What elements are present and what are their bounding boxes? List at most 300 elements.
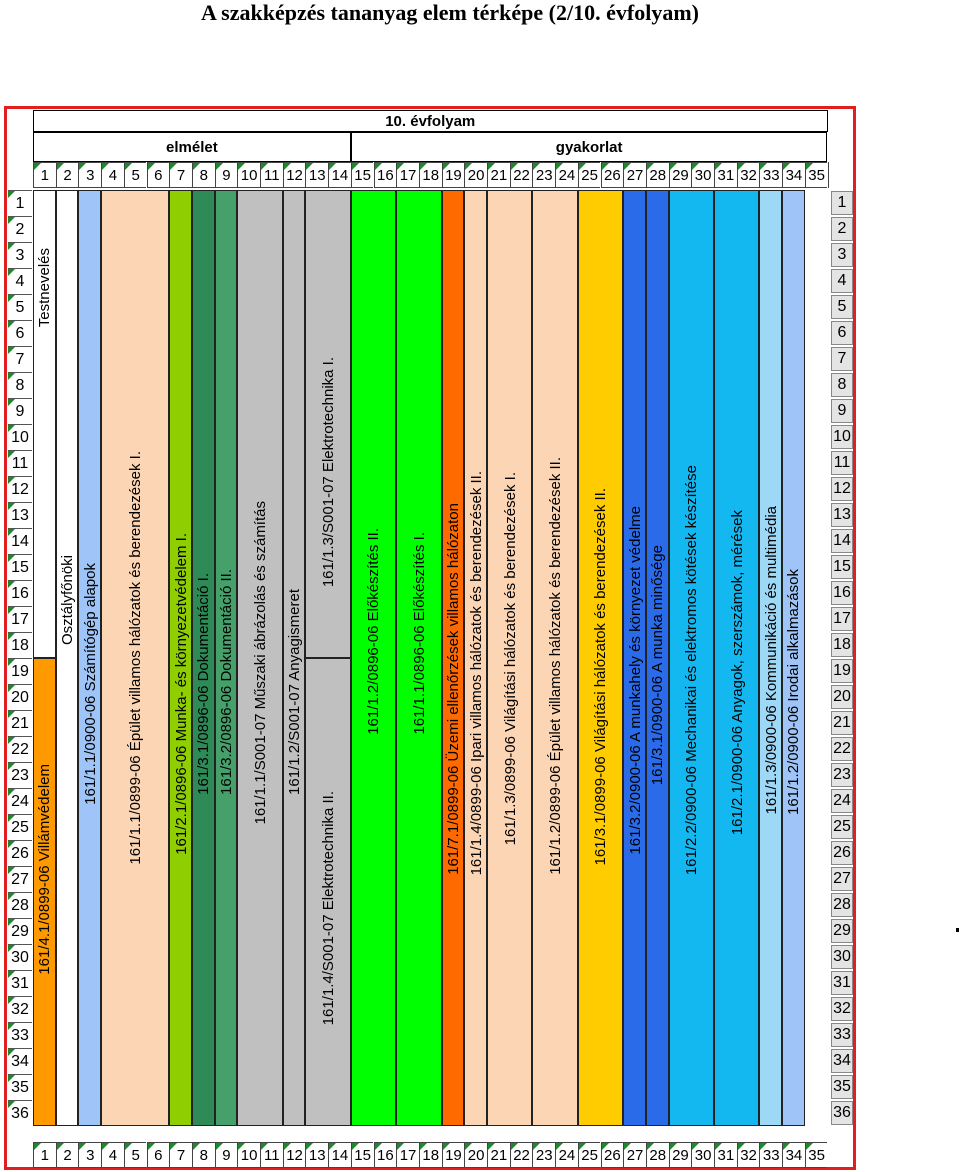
row-number-left [8, 918, 32, 944]
column-number-bottom [487, 1142, 510, 1168]
band-epulet-2 [532, 190, 577, 1126]
band-dokumentacio-1-label: 161/3.1/0896-06 Dokumentáció I. [195, 573, 213, 795]
column-number-bottom [510, 1142, 533, 1168]
column-number-top [237, 162, 260, 188]
column-gridline [828, 162, 829, 188]
column-number-top [305, 162, 328, 188]
cell-marker-icon [148, 163, 155, 170]
column-number-label: 24 [558, 166, 576, 184]
column-number-label: 31 [717, 1146, 735, 1164]
cell-marker-icon [420, 1143, 427, 1150]
band-mechanikai-label: 161/2.2/0900-06 Mechanikai és elektromos kötések készítése [683, 464, 701, 875]
cell-marker-icon [8, 217, 15, 224]
column-number-top [124, 162, 147, 188]
column-number-bottom [532, 1142, 555, 1168]
column-number-bottom [124, 1142, 147, 1168]
column-number-top [147, 162, 170, 188]
row-number-label: 27 [11, 870, 29, 888]
column-number-label: 34 [785, 1146, 803, 1164]
row-number-left [8, 632, 32, 658]
row-number-right [831, 841, 853, 865]
column-number-top [396, 162, 419, 188]
band-kommunikacio-label: 161/1.3/0900-06 Kommunikáció és multimédia [762, 506, 780, 815]
row-number-left [8, 528, 32, 554]
band-munka-kornyezet-label: 161/2.1/0896-06 Munka- és környezetvédelem I. [172, 533, 190, 855]
row-number-right [831, 217, 853, 241]
row-number-left [8, 320, 32, 346]
band-villamvedelem [33, 658, 56, 1126]
row-number-label: 29 [11, 922, 29, 940]
row-number-left [8, 268, 32, 294]
column-gridline [669, 162, 670, 188]
row-number-label: 11 [11, 454, 29, 472]
cell-marker-icon [306, 1143, 313, 1150]
cell-marker-icon [806, 1143, 813, 1150]
band-elokeszites-1-label: 161/1.1/0896-06 Előkészítés I. [410, 532, 428, 735]
row-number-label: 12 [833, 480, 851, 497]
column-gridline [147, 162, 148, 188]
column-gridline [442, 162, 443, 188]
column-gridline [782, 162, 783, 188]
row-number-label: 18 [11, 636, 29, 654]
row-number-label: 20 [11, 688, 29, 706]
cell-marker-icon [8, 529, 15, 536]
band-szamitogep [78, 190, 101, 1126]
column-number-bottom [578, 1142, 601, 1168]
column-gridline [714, 162, 715, 188]
cell-marker-icon [783, 163, 790, 170]
row-number-label: 28 [11, 896, 29, 914]
row-number-left [8, 892, 32, 918]
cell-marker-icon [443, 163, 450, 170]
column-number-top [487, 162, 510, 188]
column-gridline [759, 162, 760, 188]
row-number-right [831, 971, 853, 995]
row-number-left [8, 346, 32, 372]
band-irodai-label: 161/1.2/0900-06 Irodai alkalmazások [785, 569, 803, 815]
row-number-label: 18 [833, 636, 851, 653]
column-number-label: 18 [422, 1146, 440, 1164]
row-number-label: 31 [11, 974, 29, 992]
row-number-label: 32 [11, 1000, 29, 1018]
row-number-label: 29 [833, 922, 851, 939]
cell-marker-icon [34, 163, 41, 170]
column-number-top [646, 162, 669, 188]
row-number-label: 17 [11, 610, 29, 628]
column-number-label: 23 [535, 1146, 553, 1164]
column-number-label: 1 [40, 1146, 50, 1164]
column-number-bottom [101, 1142, 124, 1168]
cell-marker-icon [8, 295, 15, 302]
column-number-top [215, 162, 238, 188]
column-number-top [555, 162, 578, 188]
row-number-label: 31 [833, 974, 851, 991]
column-number-label: 12 [286, 166, 303, 184]
column-number-top [419, 162, 442, 188]
row-number-label: 14 [833, 532, 851, 549]
row-number-label: 26 [11, 844, 29, 862]
column-number-label: 13 [308, 166, 326, 184]
row-number-right [831, 659, 853, 683]
column-number-top [691, 162, 714, 188]
cell-marker-icon [670, 1143, 677, 1150]
row-number-left [8, 554, 32, 580]
row-number-label: 4 [837, 272, 847, 289]
row-number-label: 25 [11, 818, 29, 836]
column-number-bottom [419, 1142, 442, 1168]
row-number-label: 10 [11, 428, 29, 446]
column-number-bottom [328, 1142, 351, 1168]
column-number-label: 27 [626, 166, 644, 184]
row-number-label: 1 [837, 194, 847, 211]
cell-marker-icon [488, 1143, 495, 1150]
column-number-label: 16 [377, 166, 394, 184]
column-gridline [623, 162, 624, 188]
column-gridline [260, 162, 261, 188]
row-number-label: 16 [833, 584, 851, 601]
cell-marker-icon [533, 1143, 540, 1150]
column-number-bottom [215, 1142, 238, 1168]
column-number-label: 32 [740, 166, 757, 184]
cell-marker-icon [465, 163, 472, 170]
band-vilagitasi-2-label: 161/3.1/0899-06 Világítási hálózatok és berendezések II. [592, 487, 610, 865]
column-number-bottom [260, 1142, 283, 1168]
column-number-bottom [555, 1142, 578, 1168]
cell-marker-icon [8, 971, 15, 978]
column-number-top [759, 162, 782, 188]
row-number-label: 19 [11, 662, 29, 680]
column-gridline [555, 162, 556, 188]
row-number-right [831, 373, 853, 397]
cell-marker-icon [760, 1143, 767, 1150]
column-number-label: 33 [762, 166, 780, 184]
cell-marker-icon [57, 1143, 64, 1150]
band-kommunikacio [759, 190, 782, 1126]
cell-marker-icon [8, 997, 15, 1004]
row-number-label: 10 [833, 428, 851, 445]
column-number-bottom [464, 1142, 487, 1168]
cell-marker-icon [602, 1143, 609, 1150]
column-number-label: 28 [649, 166, 667, 184]
column-number-bottom [782, 1142, 805, 1168]
stray-dot [956, 928, 959, 932]
cell-marker-icon [443, 1143, 450, 1150]
column-number-label: 21 [490, 1146, 508, 1164]
row-number-label: 7 [837, 350, 847, 367]
section-theory-header: elmélet [33, 132, 351, 162]
row-number-left [8, 684, 32, 710]
column-number-top [532, 162, 555, 188]
band-mechanikai [669, 190, 714, 1126]
column-gridline [237, 162, 238, 188]
row-number-label: 21 [11, 714, 29, 732]
cell-marker-icon [79, 1143, 86, 1150]
cell-marker-icon [238, 163, 245, 170]
cell-marker-icon [8, 269, 15, 276]
row-number-right [831, 269, 853, 293]
column-number-label: 9 [222, 166, 231, 184]
column-gridline [419, 162, 420, 188]
band-irodai [782, 190, 805, 1126]
cell-marker-icon [8, 191, 15, 198]
row-number-right [831, 763, 853, 787]
row-number-right [831, 347, 853, 371]
cell-marker-icon [8, 1075, 15, 1082]
cell-marker-icon [8, 737, 15, 744]
row-number-label: 34 [833, 1052, 851, 1069]
column-number-bottom [442, 1142, 465, 1168]
column-number-label: 19 [445, 1146, 462, 1164]
row-number-label: 23 [833, 766, 851, 783]
cell-marker-icon [102, 1143, 109, 1150]
column-gridline [691, 162, 692, 188]
cell-marker-icon [533, 163, 540, 170]
cell-marker-icon [783, 1143, 790, 1150]
row-number-label: 3 [15, 246, 25, 264]
column-number-label: 35 [808, 1146, 825, 1164]
column-number-label: 6 [154, 166, 163, 184]
column-gridline [646, 162, 647, 188]
row-number-right [831, 1023, 853, 1047]
row-number-right [831, 607, 853, 631]
row-number-left [8, 658, 32, 684]
row-number-label: 7 [15, 350, 25, 368]
column-number-label: 15 [354, 166, 371, 184]
column-number-label: 11 [264, 166, 280, 184]
row-number-label: 32 [833, 1000, 851, 1017]
column-number-bottom [646, 1142, 669, 1168]
row-number-right [831, 503, 853, 527]
column-number-label: 28 [649, 1146, 667, 1164]
row-number-left [8, 710, 32, 736]
column-number-bottom [192, 1142, 215, 1168]
row-number-label: 28 [833, 896, 851, 913]
column-number-top [510, 162, 533, 188]
band-osztalyfonoki [56, 190, 79, 1126]
column-number-label: 14 [331, 1146, 349, 1164]
column-gridline [464, 162, 465, 188]
row-number-left [8, 372, 32, 398]
cell-marker-icon [8, 451, 15, 458]
cell-marker-icon [8, 763, 15, 770]
cell-marker-icon [465, 1143, 472, 1150]
row-number-label: 3 [837, 246, 847, 263]
column-number-top [782, 162, 805, 188]
column-number-label: 23 [535, 166, 553, 184]
column-number-label: 4 [108, 1146, 118, 1164]
column-number-top [169, 162, 192, 188]
band-munkahely [623, 190, 646, 1126]
column-number-label: 21 [490, 166, 508, 184]
row-number-label: 6 [837, 324, 847, 341]
column-number-label: 26 [604, 1146, 621, 1164]
cell-marker-icon [8, 789, 15, 796]
column-number-bottom [805, 1142, 828, 1168]
band-dokumentacio-2 [215, 190, 238, 1126]
row-number-label: 36 [833, 1104, 851, 1121]
row-number-left [8, 580, 32, 606]
column-number-top [260, 162, 283, 188]
column-gridline [78, 162, 79, 188]
row-number-label: 9 [15, 402, 25, 420]
column-number-label: 6 [154, 1146, 163, 1164]
column-number-label: 17 [399, 1146, 417, 1164]
cell-marker-icon [170, 1143, 177, 1150]
cell-marker-icon [352, 163, 359, 170]
row-number-label: 23 [11, 766, 29, 784]
cell-marker-icon [8, 1049, 15, 1056]
cell-marker-icon [8, 841, 15, 848]
row-number-label: 8 [837, 376, 847, 393]
column-number-label: 7 [176, 166, 186, 184]
band-osztalyfonoki-label: Osztályfőnöki [59, 554, 77, 645]
cell-marker-icon [284, 163, 291, 170]
column-number-label: 31 [717, 166, 735, 184]
column-number-label: 33 [762, 1146, 780, 1164]
cell-marker-icon [261, 163, 268, 170]
cell-marker-icon [193, 1143, 200, 1150]
row-number-label: 25 [833, 818, 851, 835]
cell-marker-icon [8, 633, 15, 640]
row-number-label: 9 [837, 402, 847, 419]
row-number-label: 35 [833, 1078, 851, 1095]
band-villamvedelem-label: 161/4.1/0899-06 Villámvédelem [36, 764, 54, 975]
cell-marker-icon [692, 163, 699, 170]
column-number-label: 29 [672, 166, 689, 184]
cell-marker-icon [57, 163, 64, 170]
cell-marker-icon [148, 1143, 155, 1150]
cell-marker-icon [216, 1143, 223, 1150]
row-number-label: 33 [11, 1026, 29, 1044]
cell-marker-icon [8, 659, 15, 666]
cell-marker-icon [579, 1143, 586, 1150]
column-number-label: 10 [240, 1146, 258, 1164]
row-number-label: 11 [833, 454, 851, 471]
cell-marker-icon [8, 867, 15, 874]
row-number-label: 13 [833, 506, 851, 523]
cell-marker-icon [8, 945, 15, 952]
column-number-label: 12 [286, 1146, 303, 1164]
column-number-label: 3 [86, 166, 95, 184]
row-number-label: 20 [833, 688, 851, 705]
cell-marker-icon [8, 503, 15, 510]
column-gridline [283, 162, 284, 188]
row-number-right [831, 893, 853, 917]
column-number-bottom [169, 1142, 192, 1168]
column-gridline [374, 162, 375, 188]
row-number-label: 1 [15, 194, 25, 212]
column-gridline [56, 162, 57, 188]
row-number-right [831, 1075, 853, 1099]
column-gridline [805, 162, 806, 188]
cell-marker-icon [715, 163, 722, 170]
cell-marker-icon [8, 711, 15, 718]
column-number-bottom [305, 1142, 328, 1168]
row-number-right [831, 685, 853, 709]
row-number-right [831, 633, 853, 657]
row-number-label: 14 [11, 532, 29, 550]
column-number-bottom [33, 1142, 56, 1168]
column-number-top [464, 162, 487, 188]
row-number-label: 15 [833, 558, 851, 575]
column-number-label: 20 [467, 1146, 485, 1164]
row-number-label: 27 [833, 870, 851, 887]
column-number-label: 30 [694, 166, 712, 184]
row-number-label: 36 [11, 1104, 29, 1122]
row-number-left [8, 1048, 32, 1074]
cell-marker-icon [397, 1143, 404, 1150]
band-anyagok [714, 190, 759, 1126]
cell-marker-icon [8, 347, 15, 354]
column-number-top [714, 162, 737, 188]
column-gridline [737, 162, 738, 188]
row-number-label: 30 [11, 948, 29, 966]
column-number-label: 14 [331, 166, 349, 184]
column-number-bottom [714, 1142, 737, 1168]
column-number-label: 32 [740, 1146, 757, 1164]
cell-marker-icon [193, 163, 200, 170]
cell-marker-icon [8, 607, 15, 614]
column-number-top [328, 162, 351, 188]
column-number-top [805, 162, 828, 188]
row-number-label: 33 [833, 1026, 851, 1043]
cell-marker-icon [170, 163, 177, 170]
row-number-right [831, 295, 853, 319]
column-number-top [737, 162, 760, 188]
column-number-bottom [147, 1142, 170, 1168]
row-number-label: 5 [15, 298, 25, 316]
band-vilagitasi-1-label: 161/1.3/0899-06 Világítási hálózatok és berendezések I. [501, 471, 519, 845]
row-number-left [8, 424, 32, 450]
column-number-bottom [283, 1142, 306, 1168]
column-number-bottom [691, 1142, 714, 1168]
column-gridline [510, 162, 511, 188]
column-number-bottom [669, 1142, 692, 1168]
cell-marker-icon [579, 163, 586, 170]
column-number-label: 17 [399, 166, 417, 184]
row-number-left [8, 944, 32, 970]
cell-marker-icon [511, 163, 518, 170]
cell-marker-icon [102, 163, 109, 170]
column-number-top [669, 162, 692, 188]
row-number-label: 5 [837, 298, 847, 315]
band-anyagismeret [283, 190, 306, 1126]
row-number-left [8, 1074, 32, 1100]
column-number-label: 18 [422, 166, 440, 184]
column-number-bottom [601, 1142, 624, 1168]
band-elokeszites-2 [351, 190, 396, 1126]
column-number-label: 1 [40, 166, 50, 184]
row-number-right [831, 1101, 853, 1125]
column-number-bottom [623, 1142, 646, 1168]
row-number-right [831, 243, 853, 267]
column-gridline [328, 162, 329, 188]
column-gridline [578, 162, 579, 188]
cell-marker-icon [624, 1143, 631, 1150]
row-number-label: 22 [833, 740, 851, 757]
column-gridline [305, 162, 306, 188]
row-number-label: 15 [11, 558, 29, 576]
row-number-label: 21 [833, 714, 851, 731]
column-number-label: 15 [354, 1146, 371, 1164]
band-munka-kornyezet [169, 190, 192, 1126]
row-number-right [831, 451, 853, 475]
column-number-label: 25 [581, 166, 598, 184]
row-number-left [8, 970, 32, 996]
cell-marker-icon [125, 1143, 132, 1150]
cell-marker-icon [329, 1143, 336, 1150]
cell-marker-icon [647, 163, 654, 170]
